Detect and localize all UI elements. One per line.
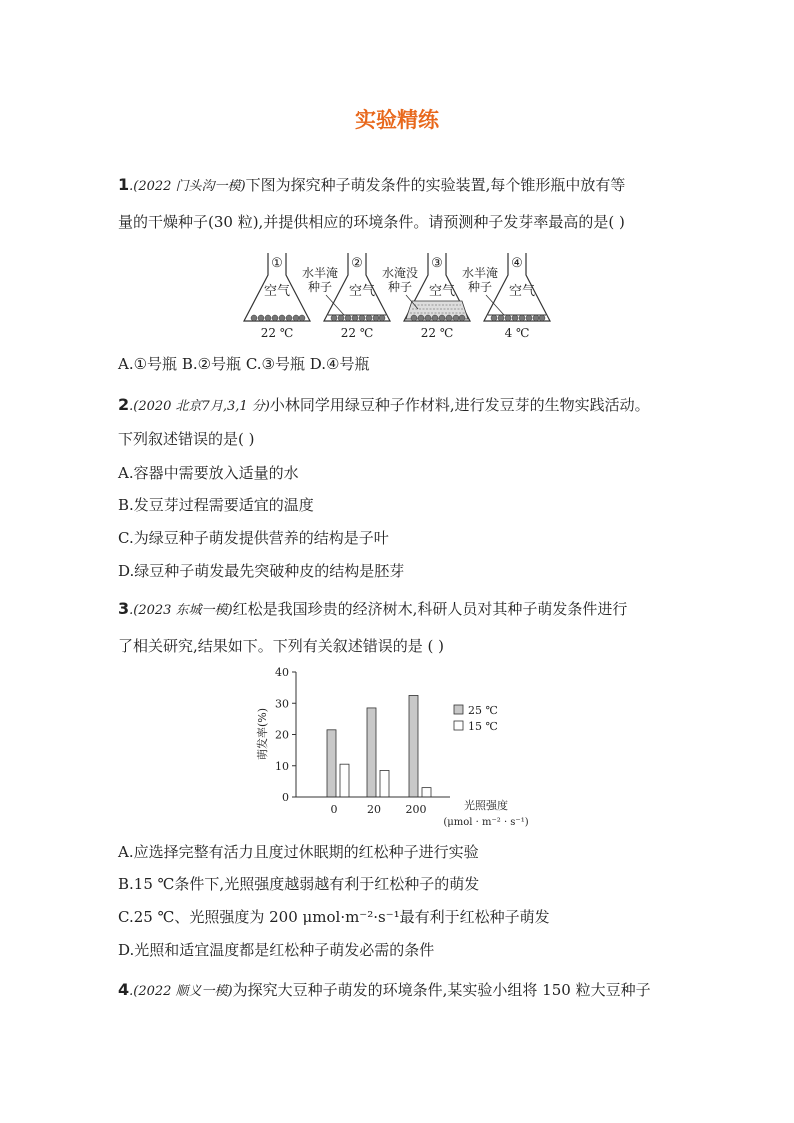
q2-option-b: B.发豆芽过程需要适宜的温度: [118, 496, 314, 514]
q4-line1: [118, 980, 651, 1002]
q4-text-1: 为探究大豆种子萌发的环境条件,某实验小组将 150 粒大豆种子: [232, 981, 651, 999]
q2-line1: [118, 395, 650, 417]
legend-swatch: [454, 721, 463, 730]
y-tick-label: 0: [282, 791, 289, 804]
flask-4-side-2: 种子: [467, 280, 493, 294]
q3-option-b: B.15 ℃条件下,光照强度越弱越有利于红松种子的萌发: [118, 875, 480, 893]
q2-text-2: 下列叙述错误的是( ): [118, 430, 255, 448]
q3-option-c: C.25 ℃、光照强度为 200 μmol·m⁻²·s⁻¹最有利于红松种子萌发: [118, 908, 550, 926]
q1-source: .(2022 门头沟一模): [129, 179, 246, 194]
q3-option-a: A.应选择完整有活力且度过休眠期的红松种子进行实验: [118, 843, 479, 861]
q1-line1: [118, 175, 625, 197]
legend-swatch: [454, 705, 463, 714]
legend-label: 15 ℃: [468, 720, 498, 733]
bar-15c-200: [422, 788, 431, 797]
x-tick-label: 0: [330, 803, 338, 816]
flask-2-side-1: 水半淹: [301, 266, 339, 280]
flask-3-label: 空气: [428, 284, 456, 299]
bar-25c-200: [409, 695, 418, 797]
seeds-flask-4: [491, 315, 545, 321]
flask-3-number: ③: [431, 256, 443, 271]
bar-15c-0: [340, 764, 349, 797]
x-tick-label: 200: [405, 803, 427, 816]
q3-line1: [118, 599, 627, 621]
seeds-flask-2: [331, 315, 385, 321]
y-axis-label: 萌发率(%): [256, 707, 269, 761]
q3-number: 3: [118, 599, 130, 618]
q1-text-2: 量的干燥种子(30 粒),并提供相应的环境条件。请预测种子发芽率最高的是( ): [118, 213, 625, 231]
flask-2-number: ②: [351, 256, 363, 271]
q2-option-c: C.为绿豆种子萌发提供营养的结构是子叶: [118, 529, 389, 547]
y-tick-label: 40: [275, 666, 289, 679]
q3-text-1: 红松是我国珍贵的经济树木,科研人员对其种子萌发条件进行: [232, 600, 628, 618]
q2-option-a: A.容器中需要放入适量的水: [118, 464, 299, 482]
flask-4-number: ④: [511, 256, 523, 271]
flask-2-side-2: 种子: [307, 280, 333, 294]
y-tick-label: 30: [275, 697, 289, 711]
bar-25c-0: [327, 730, 336, 797]
legend-label: 25 ℃: [468, 704, 498, 717]
y-tick-label: 10: [275, 759, 289, 773]
y-tick-label: 20: [275, 728, 289, 742]
flask-diagram: [240, 243, 560, 345]
flask-3-side-2: 种子: [387, 280, 413, 294]
flask-4-side-1: 水半淹: [461, 266, 499, 280]
flask-4-label: 空气: [508, 284, 536, 299]
flask-1-temp: 22 ℃: [260, 326, 294, 340]
q1-text-1: 下图为探究种子萌发条件的实验装置,每个锥形瓶中放有等: [245, 176, 626, 194]
flask-3-side-1: 水淹没: [381, 266, 419, 280]
flask-4-temp: 4 ℃: [504, 326, 530, 340]
q2-text-1: 小林同学用绿豆种子作材料,进行发豆芽的生物实践活动。: [269, 396, 650, 414]
bar-25c-20: [367, 708, 376, 797]
q1-options: A.①号瓶 B.②号瓶 C.③号瓶 D.④号瓶: [118, 355, 370, 373]
x-axis-unit: (μmol · m⁻² · s⁻¹): [443, 817, 529, 828]
seeds-flask-1: [251, 315, 305, 321]
x-axis-label: 光照强度: [464, 799, 508, 812]
flask-2-label: 空气: [348, 284, 376, 299]
flask-3-temp: 22 ℃: [420, 326, 454, 340]
flask-1-number: ①: [271, 256, 283, 271]
q4-source: .(2022 顺义一模): [129, 984, 233, 999]
q3-option-d: D.光照和适宜温度都是红松种子萌发必需的条件: [118, 941, 435, 959]
q3-source: .(2023 东城一模): [129, 603, 233, 618]
germination-bar-chart: [250, 662, 550, 834]
q2-source: .(2020 北京7月,3,1 分): [129, 399, 270, 414]
flask-2-temp: 22 ℃: [340, 326, 374, 340]
bar-15c-20: [380, 770, 389, 797]
q4-number: 4: [118, 980, 130, 999]
flask-1-label: 空气: [263, 284, 291, 299]
q2-option-d: D.绿豆种子萌发最先突破种皮的结构是胚芽: [118, 562, 405, 580]
q3-text-2: 了相关研究,结果如下。下列有关叙述错误的是 ( ): [118, 637, 445, 655]
q2-number: 2: [118, 395, 130, 414]
x-tick-label: 20: [367, 803, 381, 816]
q1-number: 1: [118, 175, 130, 194]
page-title: 实验精练: [355, 108, 439, 132]
